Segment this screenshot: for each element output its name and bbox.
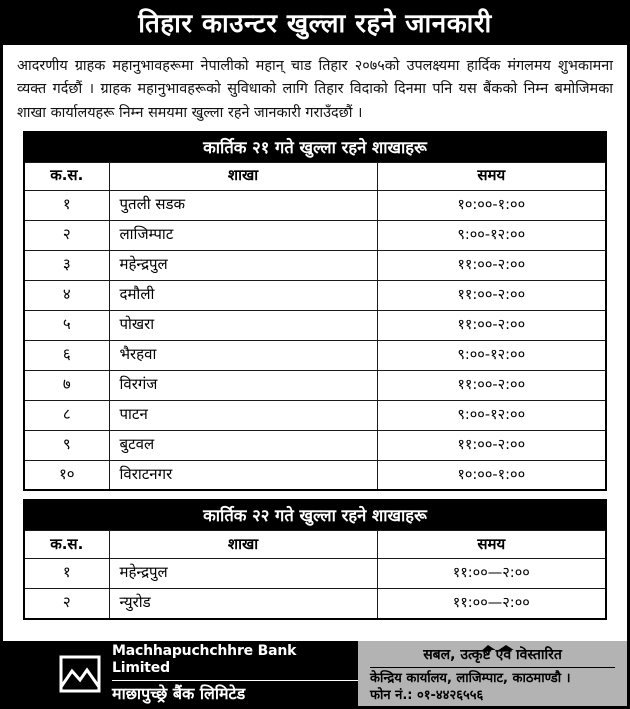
layout-spacer bbox=[3, 620, 627, 641]
footer-tagline: सबल, उत्कृष्ट एवं विस्तारित bbox=[370, 647, 615, 668]
row-branch: बुटवल bbox=[109, 430, 377, 460]
table-row bbox=[24, 460, 606, 490]
row-time: ११:००-२:०० bbox=[377, 430, 606, 460]
row-branch: विराटनगर bbox=[109, 460, 377, 490]
table-row bbox=[24, 310, 606, 340]
schedule-table-1 bbox=[23, 131, 607, 492]
row-branch: पुतली सडक bbox=[109, 190, 377, 220]
table-row bbox=[24, 280, 606, 310]
row-sn: ९ bbox=[24, 430, 109, 460]
row-time: ११:००—२:०० bbox=[377, 559, 606, 589]
row-time: ११:००-२:०० bbox=[377, 310, 606, 340]
row-time: १०:००-१:०० bbox=[377, 460, 606, 490]
row-time: ९:००-१२:०० bbox=[377, 220, 606, 250]
table-row bbox=[24, 220, 606, 250]
schedule-table-1-wrap bbox=[3, 131, 627, 492]
bank-name-np: माछापुच्छ्रे बैंक लिमिटेड bbox=[112, 683, 246, 703]
table-2-header-row bbox=[24, 531, 606, 559]
intro-paragraph: आदरणीय ग्राहक महानुभावहरूमा नेपालीको महान् चाड तिहार २०७५को उपलक्ष्यमा हार्दिक मंगलमय शुभकामना व्यक्त गर्दछौं । ग्राहक महानुभावहरूको सुविधाको लागि तिहार विदाको दिनमा पनि यस बैंकको निम्न बमोजिमका शाखा कार्यालयहरू निम्न समयमा खुल्ला रहने जानकारी गराउँदछौं । bbox=[17, 58, 613, 121]
row-sn: ३ bbox=[24, 250, 109, 280]
row-branch: महेन्द्रपुल bbox=[109, 250, 377, 280]
row-sn: १ bbox=[24, 190, 109, 220]
table-2-col-time: समय bbox=[377, 531, 606, 559]
table-2-col-sn: क.स. bbox=[24, 531, 109, 559]
page-title: तिहार काउन्टर खुल्ला रहने जानकारी bbox=[138, 9, 492, 39]
table-row bbox=[24, 340, 606, 370]
row-branch: पोखरा bbox=[109, 310, 377, 340]
row-sn: ५ bbox=[24, 310, 109, 340]
row-branch: लाजिम्पाट bbox=[109, 220, 377, 250]
row-time: ९:००-१२:०० bbox=[377, 400, 606, 430]
row-time: ११:००-२:०० bbox=[377, 250, 606, 280]
table-2-caption: कार्तिक २२ गते खुल्ला रहने शाखाहरू bbox=[24, 500, 606, 531]
table-1-col-time: समय bbox=[377, 162, 606, 190]
table-row bbox=[24, 400, 606, 430]
row-branch: विरगंज bbox=[109, 370, 377, 400]
table-1-caption: कार्तिक २१ गते खुल्ला रहने शाखाहरू bbox=[24, 132, 606, 163]
schedule-table-2-wrap bbox=[3, 491, 627, 620]
bank-name-en: Machhapuchchhre Bank Limited bbox=[112, 643, 358, 681]
row-branch: महेन्द्रपुल bbox=[109, 559, 377, 589]
poster-header bbox=[3, 3, 627, 45]
table-row bbox=[24, 589, 606, 619]
row-branch: दमौली bbox=[109, 280, 377, 310]
table-row bbox=[24, 250, 606, 280]
row-time: ११:००—२:०० bbox=[377, 589, 606, 619]
table-1-body bbox=[24, 190, 606, 490]
row-branch: न्युरोड bbox=[109, 589, 377, 619]
table-row bbox=[24, 370, 606, 400]
table-2-col-branch: शाखा bbox=[109, 531, 377, 559]
table-row bbox=[24, 430, 606, 460]
table-row bbox=[24, 190, 606, 220]
brand-text-block bbox=[112, 643, 358, 705]
row-branch: पाटन bbox=[109, 400, 377, 430]
footer-contact-panel bbox=[358, 641, 627, 706]
row-sn: ८ bbox=[24, 400, 109, 430]
mountain-logo-icon bbox=[58, 654, 102, 694]
table-1-col-sn: क.स. bbox=[24, 162, 109, 190]
row-time: ११:००-२:०० bbox=[377, 280, 606, 310]
schedule-table-2 bbox=[23, 499, 607, 620]
table-1-caption-row bbox=[24, 132, 606, 163]
row-sn: १० bbox=[24, 460, 109, 490]
row-sn: ४ bbox=[24, 280, 109, 310]
footer-brand-area bbox=[3, 641, 358, 706]
footer-address: केन्द्रिय कार्यालय, लाजिम्पाट, काठमाण्डौ । bbox=[370, 671, 571, 687]
row-time: १०:००-१:०० bbox=[377, 190, 606, 220]
row-time: ११:००-२:०० bbox=[377, 370, 606, 400]
row-branch: भैरहवा bbox=[109, 340, 377, 370]
poster-footer bbox=[3, 641, 627, 706]
row-sn: ६ bbox=[24, 340, 109, 370]
row-sn: २ bbox=[24, 220, 109, 250]
table-2-caption-row bbox=[24, 500, 606, 531]
table-1-header-row bbox=[24, 162, 606, 190]
footer-phone: फोन नं.: ०१-४४२६५५६ bbox=[370, 687, 484, 703]
row-sn: २ bbox=[24, 589, 109, 619]
row-sn: ७ bbox=[24, 370, 109, 400]
table-2-body bbox=[24, 559, 606, 619]
table-row bbox=[24, 559, 606, 589]
row-time: ९:००-१२:०० bbox=[377, 340, 606, 370]
table-1-col-branch: शाखा bbox=[109, 162, 377, 190]
mountain-notch-icon bbox=[466, 641, 520, 650]
row-sn: १ bbox=[24, 559, 109, 589]
